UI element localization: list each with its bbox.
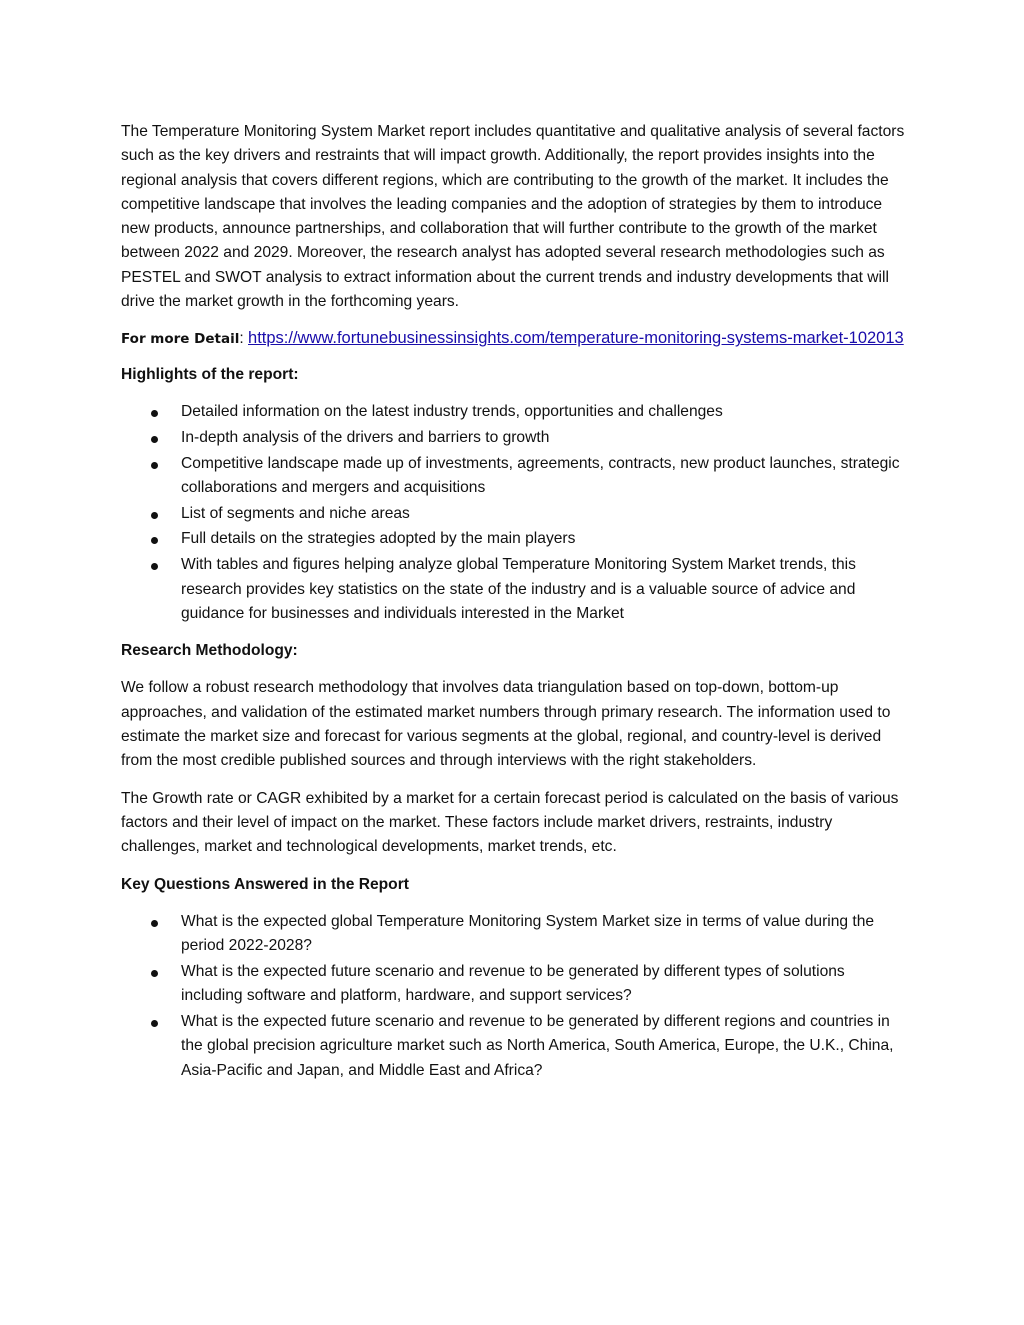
list-item — [121, 1010, 906, 1083]
bullet-icon — [151, 970, 158, 977]
list-item — [121, 452, 906, 501]
list-item-text: List of segments and niche areas — [181, 504, 410, 522]
highlights-heading: Highlights of the report: — [121, 365, 299, 383]
list-item-text: Full details on the strategies adopted by the main players — [181, 530, 576, 548]
bullet-icon — [151, 563, 158, 570]
list-item-text: Detailed information on the latest industry trends, opportunities and challenges — [181, 402, 723, 420]
bullet-icon — [151, 920, 158, 927]
list-item — [121, 553, 906, 626]
detail-line — [121, 326, 906, 351]
document-page — [121, 120, 906, 1096]
methodology-paragraph: We follow a robust research methodology that involves data triangulation based on top-down, bottom-up approaches, and validation of the estimated market numbers through primary research. The information used to estimate the market size and forecast for various segments at the global, regional, and country-level is derived from the most credible published sources and through interviews with the right stakeholders. — [121, 679, 891, 770]
bullet-icon — [151, 1020, 158, 1027]
methodology-heading: Research Methodology: — [121, 642, 298, 660]
list-item-text: With tables and figures helping analyze global Temperature Monitoring System Market trends, this research provides key statistics on the state of the industry and is a valuable source of advice and guidance for businesses and individuals interested in the Market — [181, 556, 856, 622]
list-item-text: What is the expected global Temperature Monitoring System Market size in terms of value during the period 2022-2028? — [181, 912, 875, 955]
list-item — [121, 527, 906, 551]
list-item — [121, 910, 906, 959]
list-item-text: Competitive landscape made up of investments, agreements, contracts, new product launches, strategic collaborations and mergers and acquisitions — [181, 454, 900, 496]
questions-heading: Key Questions Answered in the Report — [121, 875, 409, 893]
detail-label: For more Detail — [121, 331, 240, 348]
list-item-text: In-depth analysis of the drivers and barriers to growth — [181, 428, 550, 446]
list-item-text: What is the expected future scenario and revenue to be generated by different types of solutions including software and platform, hardware, and support services? — [181, 962, 845, 1005]
bullet-icon — [151, 410, 158, 417]
bullet-icon — [151, 462, 158, 469]
list-item-text: What is the expected future scenario and revenue to be generated by different regions and countries in the global precision agriculture market such as North America, South America, Europe, the U.K., China, Asia-Pacific and Japan, and Middle East and Africa? — [181, 1013, 894, 1079]
list-item — [121, 426, 906, 450]
bullet-icon — [151, 512, 158, 519]
bullet-icon — [151, 537, 158, 544]
intro-paragraph: The Temperature Monitoring System Market report includes quantitative and qualitative analysis of several factors such as the key drivers and restraints that will impact growth. Additionally, the report provides insights into the regional analysis that covers different regions, which are contributing to the growth of the market. It includes the competitive landscape that involves the leading companies and the adoption of strategies by them to introduce new products, announce partnerships, and collaboration that will further contribute to the growth of the market between 2022 and 2029. Moreover, the research analyst has adopted several research methodologies such as PESTEL and SWOT analysis to extract information about the current trends and industry developments that will drive the market growth in the forthcoming years. — [121, 123, 905, 311]
bullet-icon — [151, 436, 158, 443]
cagr-paragraph: The Growth rate or CAGR exhibited by a market for a certain forecast period is calculated on the basis of various factors and their level of impact on the market. These factors include market drivers, restraints, industry challenges, market and technological developments, market trends, etc. — [121, 789, 899, 856]
list-item — [121, 400, 906, 424]
highlights-list — [121, 400, 906, 626]
questions-list — [121, 910, 906, 1083]
list-item — [121, 502, 906, 526]
list-item — [121, 960, 906, 1009]
detail-separator: : — [239, 330, 249, 348]
report-link[interactable]: https://www.fortunebusinessinsights.com/temperature-monitoring-systems-market-102013 — [248, 329, 904, 348]
